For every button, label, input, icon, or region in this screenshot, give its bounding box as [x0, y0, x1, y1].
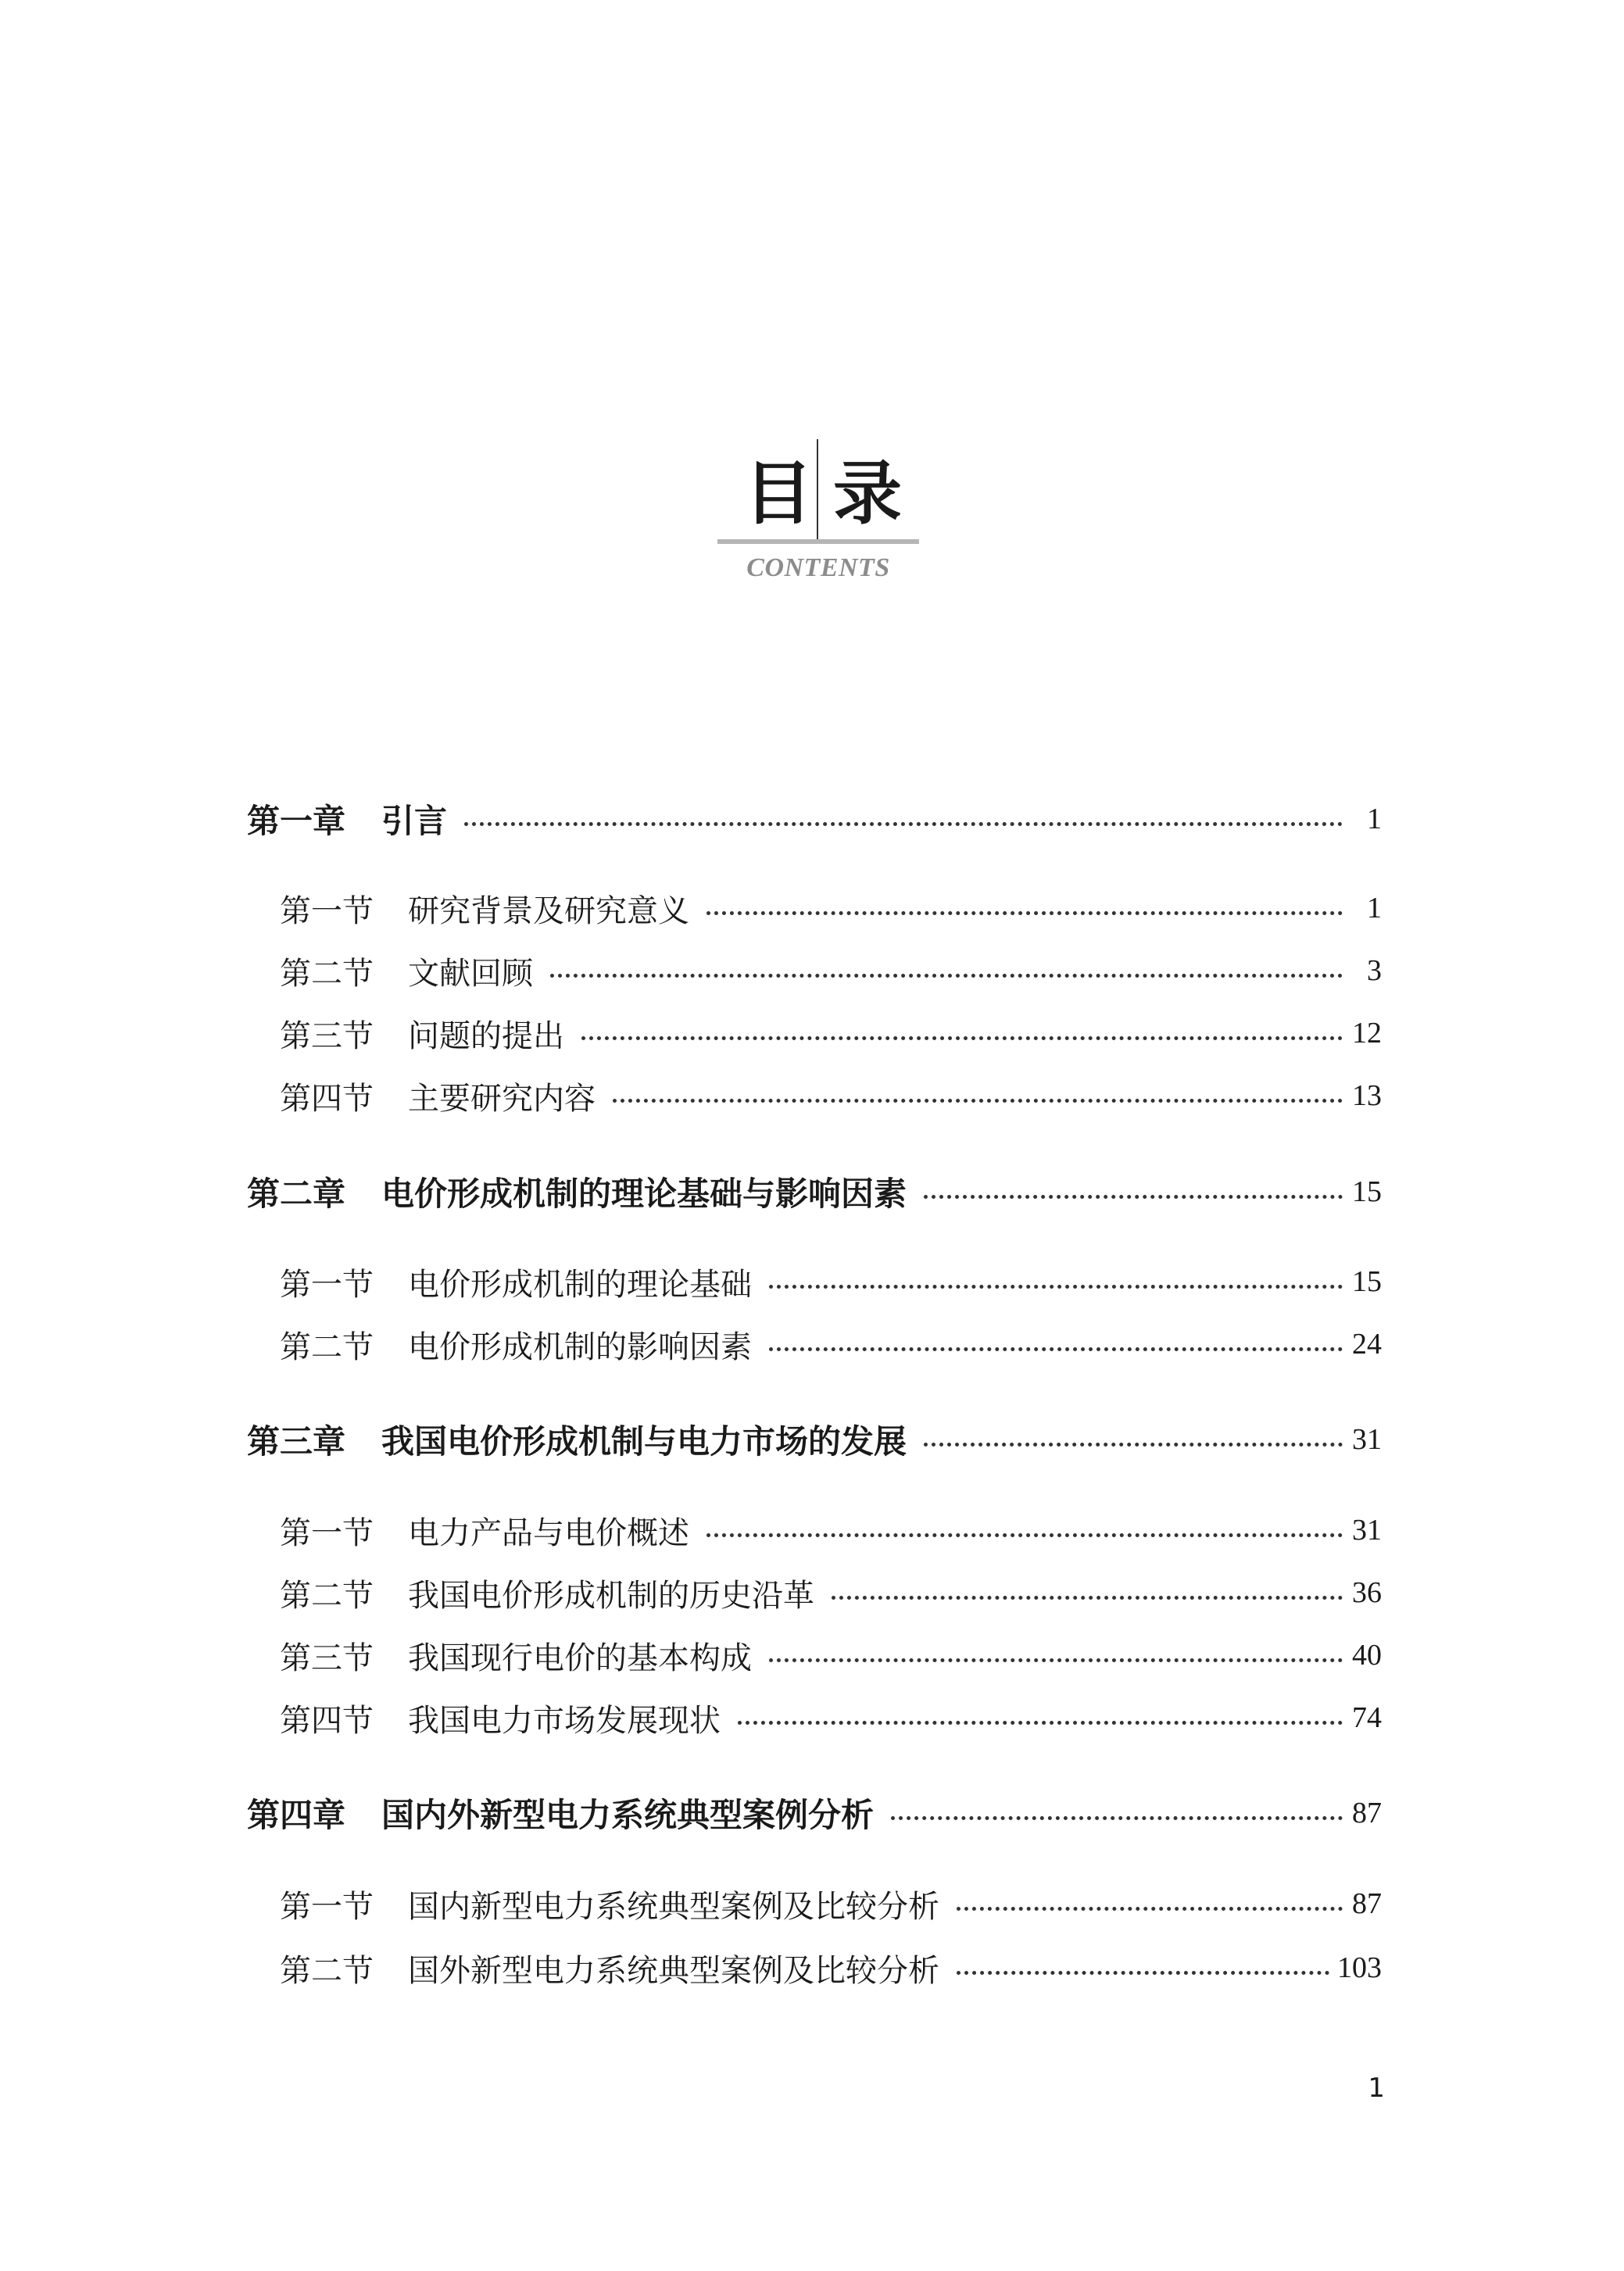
toc-chapter-title: 国内外新型电力系统典型案例分析: [381, 1796, 875, 1834]
dot-leader: [924, 1195, 1343, 1199]
toc-page-number: 1: [1367, 803, 1382, 835]
toc-chapter-2[interactable]: [247, 1168, 1382, 1215]
dot-leader: [550, 974, 1343, 978]
toc-section-title: 电价形成机制的理论基础: [408, 1266, 752, 1303]
page-number: 1: [1368, 2073, 1385, 2104]
toc-page-number: 13: [1352, 1079, 1382, 1112]
toc-section-3-2[interactable]: [280, 1569, 1382, 1616]
toc-section-title: 国内新型电力系统典型案例及比较分析: [408, 1888, 939, 1925]
toc-section-title: 研究背景及研究意义: [408, 892, 689, 929]
toc-section-title: 主要研究内容: [408, 1080, 596, 1117]
toc-chapter-title: 我国电价形成机制与电力市场的发展: [381, 1422, 907, 1461]
toc-section-label: 第一节: [280, 1888, 374, 1925]
toc-chapter-title: 电价形成机制的理论基础与影响因素: [381, 1175, 907, 1213]
dot-leader: [769, 1347, 1343, 1351]
toc-page-number: 24: [1352, 1328, 1382, 1361]
toc-page-number: 12: [1352, 1017, 1382, 1050]
toc-section-title: 电力产品与电价概述: [408, 1515, 689, 1551]
title-divider: [817, 439, 818, 541]
toc-section-label: 第二节: [280, 955, 374, 992]
dot-leader: [464, 822, 1343, 826]
toc-section-label: 第二节: [280, 1952, 374, 1989]
toc-section-2-1[interactable]: [280, 1258, 1382, 1305]
toc-page-number: 87: [1352, 1887, 1382, 1920]
toc-section-title: 我国电价形成机制的历史沿革: [408, 1577, 814, 1614]
toc-section-label: 第三节: [280, 1640, 374, 1676]
dot-leader: [738, 1721, 1343, 1725]
dot-leader: [891, 1816, 1343, 1820]
toc-page-number: 3: [1367, 954, 1382, 987]
dot-leader: [957, 1907, 1343, 1911]
toc-page-number: 31: [1352, 1514, 1382, 1547]
dot-leader: [706, 911, 1343, 915]
toc-section-label: 第一节: [280, 892, 374, 929]
toc-page-number: 40: [1352, 1639, 1382, 1672]
toc-page-number: 36: [1352, 1576, 1382, 1609]
toc-section-title: 电价形成机制的影响因素: [408, 1329, 752, 1365]
toc-section-4-2[interactable]: [280, 1944, 1382, 1991]
toc-section-title: 问题的提出: [408, 1017, 564, 1054]
toc-chapter-label: 第二章: [247, 1175, 346, 1213]
toc-chapter-title: 引言: [381, 802, 448, 840]
toc-section-label: 第三节: [280, 1017, 374, 1054]
toc-section-title: 我国现行电价的基本构成: [408, 1640, 752, 1676]
toc-section-label: 第一节: [280, 1515, 374, 1551]
dot-leader: [613, 1099, 1343, 1103]
toc-section-3-4[interactable]: [280, 1694, 1382, 1741]
toc-chapter-4[interactable]: [247, 1790, 1382, 1836]
dot-leader: [769, 1285, 1343, 1289]
toc-page-number: 15: [1352, 1175, 1382, 1208]
toc-chapter-label: 第三章: [247, 1422, 346, 1461]
toc-section-label: 第四节: [280, 1702, 374, 1739]
toc-section-4-1[interactable]: [280, 1880, 1382, 1927]
toc-section-1-3[interactable]: [280, 1010, 1382, 1057]
toc-section-3-1[interactable]: [280, 1507, 1382, 1554]
toc-chapter-label: 第四章: [247, 1796, 346, 1834]
toc-section-title: 国外新型电力系统典型案例及比较分析: [408, 1952, 939, 1989]
toc-chapter-label: 第一章: [247, 802, 346, 840]
toc-heading: [717, 438, 919, 594]
dot-leader: [832, 1596, 1343, 1600]
toc-page-number: 15: [1352, 1265, 1382, 1298]
dot-leader: [769, 1658, 1343, 1662]
toc-page-number: 31: [1352, 1423, 1382, 1456]
toc-chapter-3[interactable]: [247, 1416, 1382, 1463]
toc-section-label: 第一节: [280, 1266, 374, 1303]
title-underline: [717, 539, 919, 544]
toc-section-title: 我国电力市场发展现状: [408, 1702, 721, 1739]
toc-page-number: 103: [1337, 1951, 1382, 1984]
toc-title-char-mu: 目: [744, 453, 814, 534]
toc-section-title: 文献回顾: [408, 955, 533, 992]
dot-leader: [957, 1971, 1329, 1975]
toc-page-number: 74: [1352, 1701, 1382, 1734]
toc-section-label: 第二节: [280, 1329, 374, 1365]
toc-section-label: 第四节: [280, 1080, 374, 1117]
toc-page-number: 1: [1367, 892, 1382, 924]
toc-chapter-1[interactable]: [247, 796, 1382, 842]
toc-title-char-lu: 录: [833, 453, 903, 534]
toc-section-3-3[interactable]: [280, 1632, 1382, 1679]
dot-leader: [706, 1533, 1343, 1537]
toc-subtitle: CONTENTS: [746, 553, 890, 582]
toc-page-number: 87: [1352, 1797, 1382, 1829]
toc-section-1-4[interactable]: [280, 1072, 1382, 1119]
toc-section-1-2[interactable]: [280, 947, 1382, 994]
dot-leader: [924, 1443, 1343, 1447]
dot-leader: [581, 1036, 1343, 1040]
toc-section-1-1[interactable]: [280, 885, 1382, 932]
toc-section-label: 第二节: [280, 1577, 374, 1614]
toc-section-2-2[interactable]: [280, 1321, 1382, 1368]
